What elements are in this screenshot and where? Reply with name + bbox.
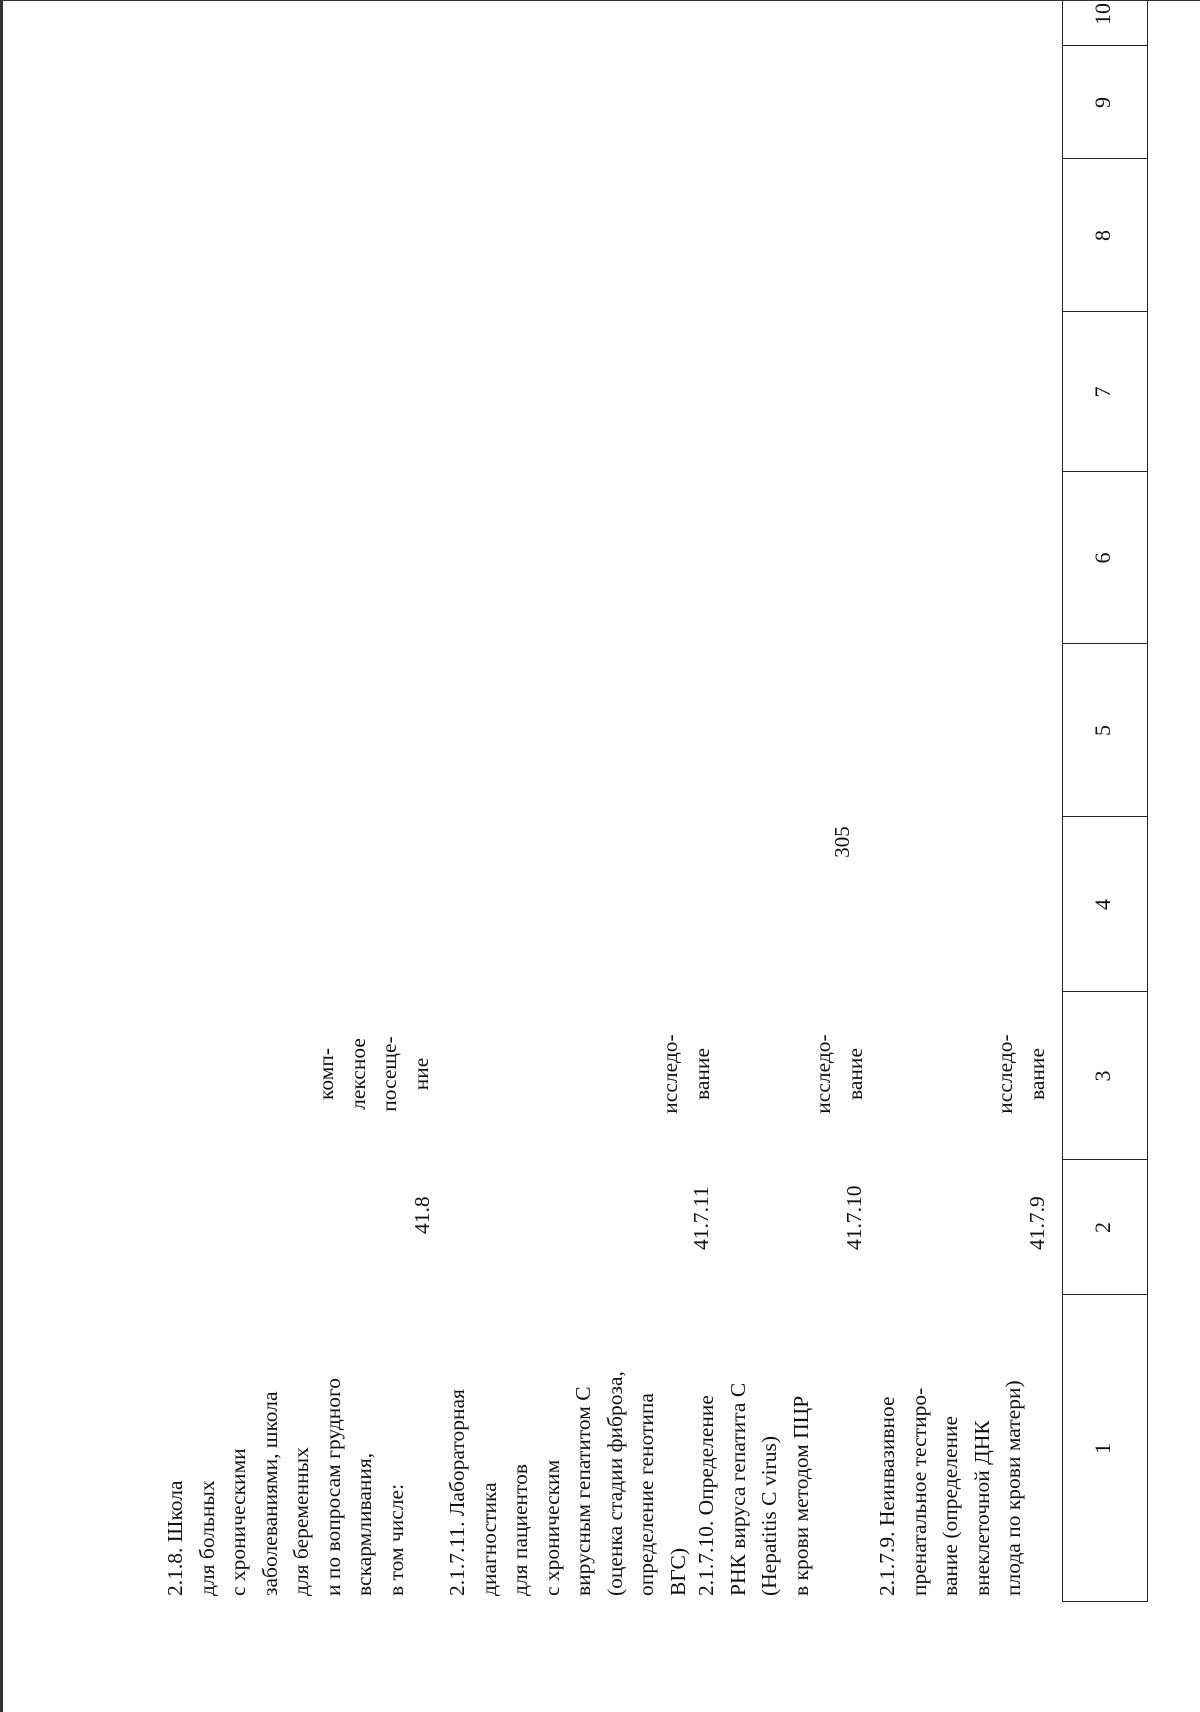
column-number-1: 1 xyxy=(1090,1443,1115,1454)
row-3-code: 41.7.11 xyxy=(689,1186,713,1250)
column-number-6: 6 xyxy=(1090,552,1115,564)
row-2-code: 41.7.10 xyxy=(842,1185,866,1250)
column-number-7: 7 xyxy=(1090,386,1115,398)
row-2-unit: исследо- вание xyxy=(811,1034,867,1114)
row-3-unit: исследо- вание xyxy=(658,1034,714,1114)
column-number-4: 4 xyxy=(1090,899,1115,910)
table-top-border xyxy=(1147,0,1148,1602)
column-number-9: 9 xyxy=(1090,97,1115,108)
column-number-10: 10 xyxy=(1090,3,1115,25)
row-4-unit: комп- лексное посеще- ние xyxy=(314,1036,433,1112)
column-number-3: 3 xyxy=(1090,1070,1115,1082)
row-1-service-name: 2.1.7.9. Неинвазивное пренатальное тестиро- вание (определение внеклеточной ДНК плода по крови матери) xyxy=(875,1380,1025,1596)
row-4-code: 41.8 xyxy=(410,1196,434,1234)
row-3-service-name: 2.1.7.11. Лабораторная диагностика для пациентов с хроническим вирусным гепатитом С (оценка стадии фиброза, определение генотипа ВГС) xyxy=(445,1371,690,1596)
row-1-code: 41.7.9 xyxy=(1025,1196,1049,1250)
column-number-5: 5 xyxy=(1090,725,1115,736)
row-2-service-name: 2.1.7.10. Определение РНК вируса гепатита С (Hepatitis C virus) в крови методом ПЦР xyxy=(694,1382,813,1596)
row-1-unit: исследо- вание xyxy=(993,1034,1049,1114)
row-4-service-name: 2.1.8. Школа для больных с хроническими заболеваниями, школа для беременных и по вопросам грудного вскармливания, в том числе: xyxy=(163,1377,408,1596)
column-number-8: 8 xyxy=(1090,230,1115,241)
page-number: 305 xyxy=(830,826,854,858)
column-number-2: 2 xyxy=(1090,1222,1115,1233)
